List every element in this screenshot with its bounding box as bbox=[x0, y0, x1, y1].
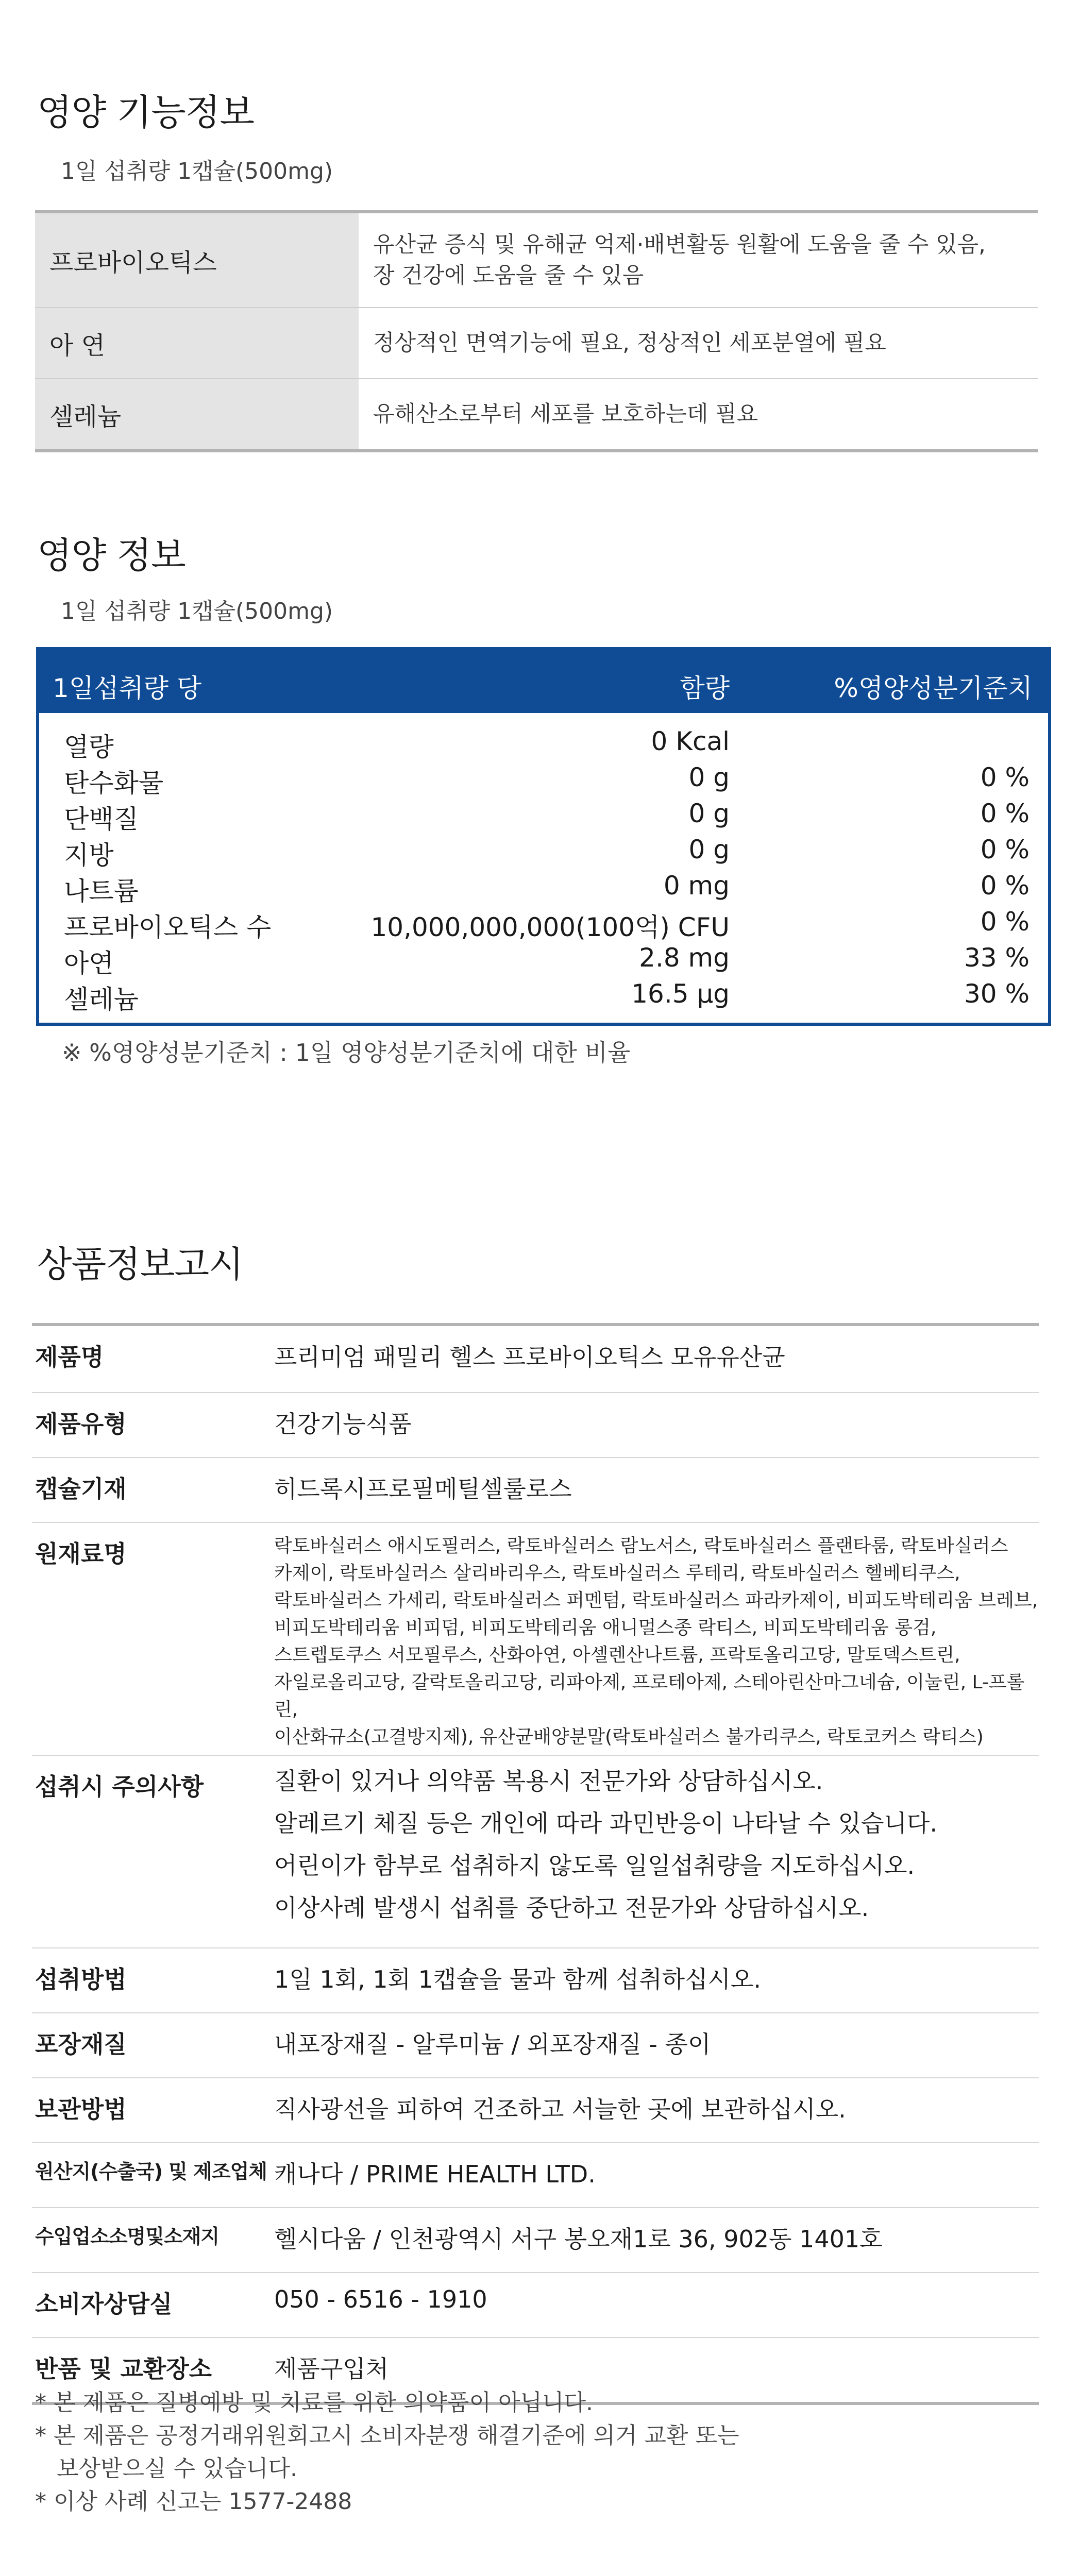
nutrition-title: 영양 정보 bbox=[37, 534, 185, 577]
notice-value: 프리미엄 패밀리 헬스 프로바이오틱스 모유유산균 bbox=[274, 1343, 785, 1371]
nutrient-amount: 16.5 µg bbox=[631, 979, 730, 1009]
footnote: * 본 제품은 공정거래위원회고시 소비자분쟁 해결기준에 의거 교환 또는 bbox=[35, 2422, 739, 2449]
notice-row bbox=[32, 2273, 1039, 2338]
nutrient-amount: 0 mg bbox=[663, 871, 730, 901]
ingredient-line: 락토바실러스 가세리, 락토바실러스 퍼멘텀, 락토바실러스 파라카제이, 비피도박테리움 브레브, bbox=[274, 1590, 1038, 1611]
notice-row bbox=[32, 1326, 1039, 1393]
nutrition-row bbox=[39, 726, 1048, 762]
nutrient-amount: 0 g bbox=[688, 835, 730, 865]
notice-label: 제품유형 bbox=[35, 1410, 127, 1438]
notice-value: 050 - 6516 - 1910 bbox=[274, 2285, 487, 2313]
notice-label: 포장재질 bbox=[35, 2030, 127, 2058]
notice-label: 반품 및 교환장소 bbox=[35, 2355, 212, 2383]
functional-desc-line: 유해산소로부터 세포를 보호하는데 필요 bbox=[373, 401, 758, 427]
functional-row bbox=[35, 308, 1038, 379]
ingredient-line: 스트렙토쿠스 서모필루스, 산화아연, 아셀렌산나트륨, 프락토올리고당, 말토덱스트린, bbox=[274, 1645, 960, 1666]
functional-table bbox=[35, 210, 1038, 452]
notice-label: 섭취시 주의사항 bbox=[35, 1773, 204, 1801]
nutrition-row bbox=[39, 799, 1048, 835]
nutrition-row bbox=[39, 762, 1048, 799]
nutrition-row bbox=[39, 871, 1048, 907]
caution-line: 질환이 있거나 의약품 복용시 전문가와 상담하십시오. bbox=[274, 1767, 823, 1795]
ingredient-line: 락토바실러스 애시도필러스, 락토바실러스 람노서스, 락토바실러스 플랜타룸, 락토바실러스 bbox=[274, 1535, 1008, 1556]
notice-title: 상품정보고시 bbox=[37, 1243, 243, 1285]
notice-value: 건강기능식품 bbox=[274, 1410, 412, 1438]
nutrient-name: 탄수화물 bbox=[64, 768, 164, 798]
notice-value: 캐나다 / PRIME HEALTH LTD. bbox=[274, 2160, 596, 2188]
nutrient-amount: 2.8 mg bbox=[639, 943, 730, 973]
caution-line: 이상사례 발생시 섭취를 중단하고 전문가와 상담하십시오. bbox=[274, 1894, 869, 1922]
ingredient-line: 이산화규소(고결방지제), 유산균배양분말(락토바실러스 불가리쿠스, 락토코커스 락티스) bbox=[274, 1726, 984, 1748]
notice-label: 수입업소소명및소재지 bbox=[35, 2225, 220, 2248]
functional-title: 영양 기능정보 bbox=[37, 91, 254, 133]
nutrient-name: 나트륨 bbox=[64, 876, 139, 906]
notice-row bbox=[32, 1393, 1039, 1458]
nutrient-name: 아연 bbox=[64, 948, 114, 978]
nutrient-name: 단백질 bbox=[64, 804, 139, 834]
caution-line: 알레르기 체질 등은 개인에 따라 과민반응이 나타날 수 있습니다. bbox=[274, 1809, 937, 1837]
notice-label: 섭취방법 bbox=[35, 1965, 127, 1993]
nutrient-dv: 0 % bbox=[980, 907, 1030, 937]
header-per-serving: 1일섭취량 당 bbox=[53, 673, 202, 703]
notice-row bbox=[32, 2143, 1039, 2208]
ingredient-line: 카제이, 락토바실러스 살리바리우스, 락토바실러스 루테리, 락토바실러스 헬베티쿠스, bbox=[274, 1563, 960, 1584]
nutrition-row bbox=[39, 979, 1048, 1015]
functional-desc-line: 정상적인 면역기능에 필요, 정상적인 세포분열에 필요 bbox=[373, 330, 886, 356]
functional-desc-line: 유산균 증식 및 유해균 억제·배변활동 원활에 도움을 줄 수 있음, bbox=[373, 232, 986, 258]
nutrient-dv: 0 % bbox=[980, 835, 1030, 865]
nutrient-amount: 10,000,000,000(100억) CFU bbox=[370, 912, 730, 942]
notice-value: 제품구입처 bbox=[274, 2355, 389, 2383]
functional-row bbox=[35, 379, 1038, 449]
nutrition-row bbox=[39, 907, 1048, 943]
functional-serving: 1일 섭취량 1캡슐(500mg) bbox=[61, 158, 333, 184]
notice-row bbox=[32, 1948, 1039, 2013]
footnote: * 이상 사례 신고는 1577-2488 bbox=[35, 2488, 352, 2515]
header-amount: 함량 bbox=[680, 673, 730, 703]
notice-label: 제품명 bbox=[35, 1343, 104, 1371]
notice-row bbox=[32, 2013, 1039, 2078]
daily-value-note: ※ %영양성분기준치 : 1일 영양성분기준치에 대한 비율 bbox=[62, 1039, 631, 1066]
notice-value: 1일 1회, 1회 1캡슐을 물과 함께 섭취하십시오. bbox=[274, 1965, 762, 1993]
functional-row bbox=[35, 213, 1038, 308]
nutrient-dv: 0 % bbox=[980, 871, 1030, 901]
notice-label: 원산지(수출국) 및 제조업체 bbox=[35, 2160, 267, 2183]
notice-row bbox=[32, 1523, 1039, 1756]
functional-row-name: 셀레늄 bbox=[35, 379, 359, 449]
functional-desc-line: 장 건강에 도움을 줄 수 있음 bbox=[373, 263, 644, 289]
notice-value: 히드록시프로필메틸셀룰로스 bbox=[274, 1475, 572, 1503]
ingredient-line: 자일로올리고당, 갈락토올리고당, 리파아제, 프로테아제, 스테아린산마그네슘, 이눌린, L-프롤린, bbox=[274, 1672, 1025, 1720]
notice-row bbox=[32, 2078, 1039, 2143]
notice-label: 소비자상담실 bbox=[35, 2290, 173, 2318]
nutrient-amount: 0 Kcal bbox=[651, 726, 730, 756]
notice-row bbox=[32, 1756, 1039, 1948]
footnote: 보상받으실 수 있습니다. bbox=[35, 2455, 297, 2482]
notice-label: 원재료명 bbox=[35, 1540, 127, 1568]
caution-line: 어린이가 함부로 섭취하지 않도록 일일섭취량을 지도하십시오. bbox=[274, 1852, 915, 1879]
nutrient-amount: 0 g bbox=[688, 799, 730, 828]
functional-row-name: 프로바이오틱스 bbox=[35, 213, 359, 307]
nutrient-dv: 30 % bbox=[964, 979, 1030, 1009]
ingredient-line: 비피도박테리움 비피덤, 비피도박테리움 애니멀스종 락티스, 비피도박테리움 롱검, bbox=[274, 1617, 937, 1638]
nutrient-amount: 0 g bbox=[688, 762, 730, 792]
nutrition-row bbox=[39, 835, 1048, 871]
nutrient-dv: 0 % bbox=[980, 799, 1030, 828]
nutrient-name: 프로바이오틱스 수 bbox=[64, 912, 272, 942]
functional-row-desc bbox=[359, 213, 1038, 307]
notice-value: 내포장재질 - 알루미늄 / 외포장재질 - 종이 bbox=[274, 2030, 711, 2058]
notice-value: 헬시다움 / 인천광역시 서구 봉오재1로 36, 902동 1401호 bbox=[274, 2225, 883, 2253]
functional-row-name: 아 연 bbox=[35, 308, 359, 378]
notice-value: 직사광선을 피하여 건조하고 서늘한 곳에 보관하십시오. bbox=[274, 2095, 846, 2123]
nutrient-dv: 33 % bbox=[964, 943, 1030, 973]
footnotes bbox=[35, 2386, 739, 2518]
notice-row bbox=[32, 2208, 1039, 2273]
ingredients-list bbox=[274, 1523, 1039, 1755]
footnote: * 본 제품은 질병예방 및 치료를 위한 의약품이 아닙니다. bbox=[35, 2389, 593, 2416]
header-daily-value: %영양성분기준치 bbox=[834, 673, 1033, 703]
nutrition-header bbox=[39, 650, 1048, 713]
notice-label: 보관방법 bbox=[35, 2095, 127, 2123]
nutrient-name: 지방 bbox=[64, 840, 114, 870]
nutrient-dv: 0 % bbox=[980, 762, 1030, 792]
nutrition-row bbox=[39, 943, 1048, 979]
notice-row bbox=[32, 1458, 1039, 1523]
nutrient-name: 열량 bbox=[64, 732, 114, 762]
notice-table bbox=[32, 1323, 1039, 2405]
nutrition-table bbox=[36, 647, 1051, 1026]
caution-list bbox=[274, 1756, 1039, 1947]
notice-label: 캡슐기재 bbox=[35, 1475, 127, 1503]
nutrition-serving: 1일 섭취량 1캡슐(500mg) bbox=[61, 598, 333, 624]
nutrient-name: 셀레늄 bbox=[64, 985, 139, 1014]
